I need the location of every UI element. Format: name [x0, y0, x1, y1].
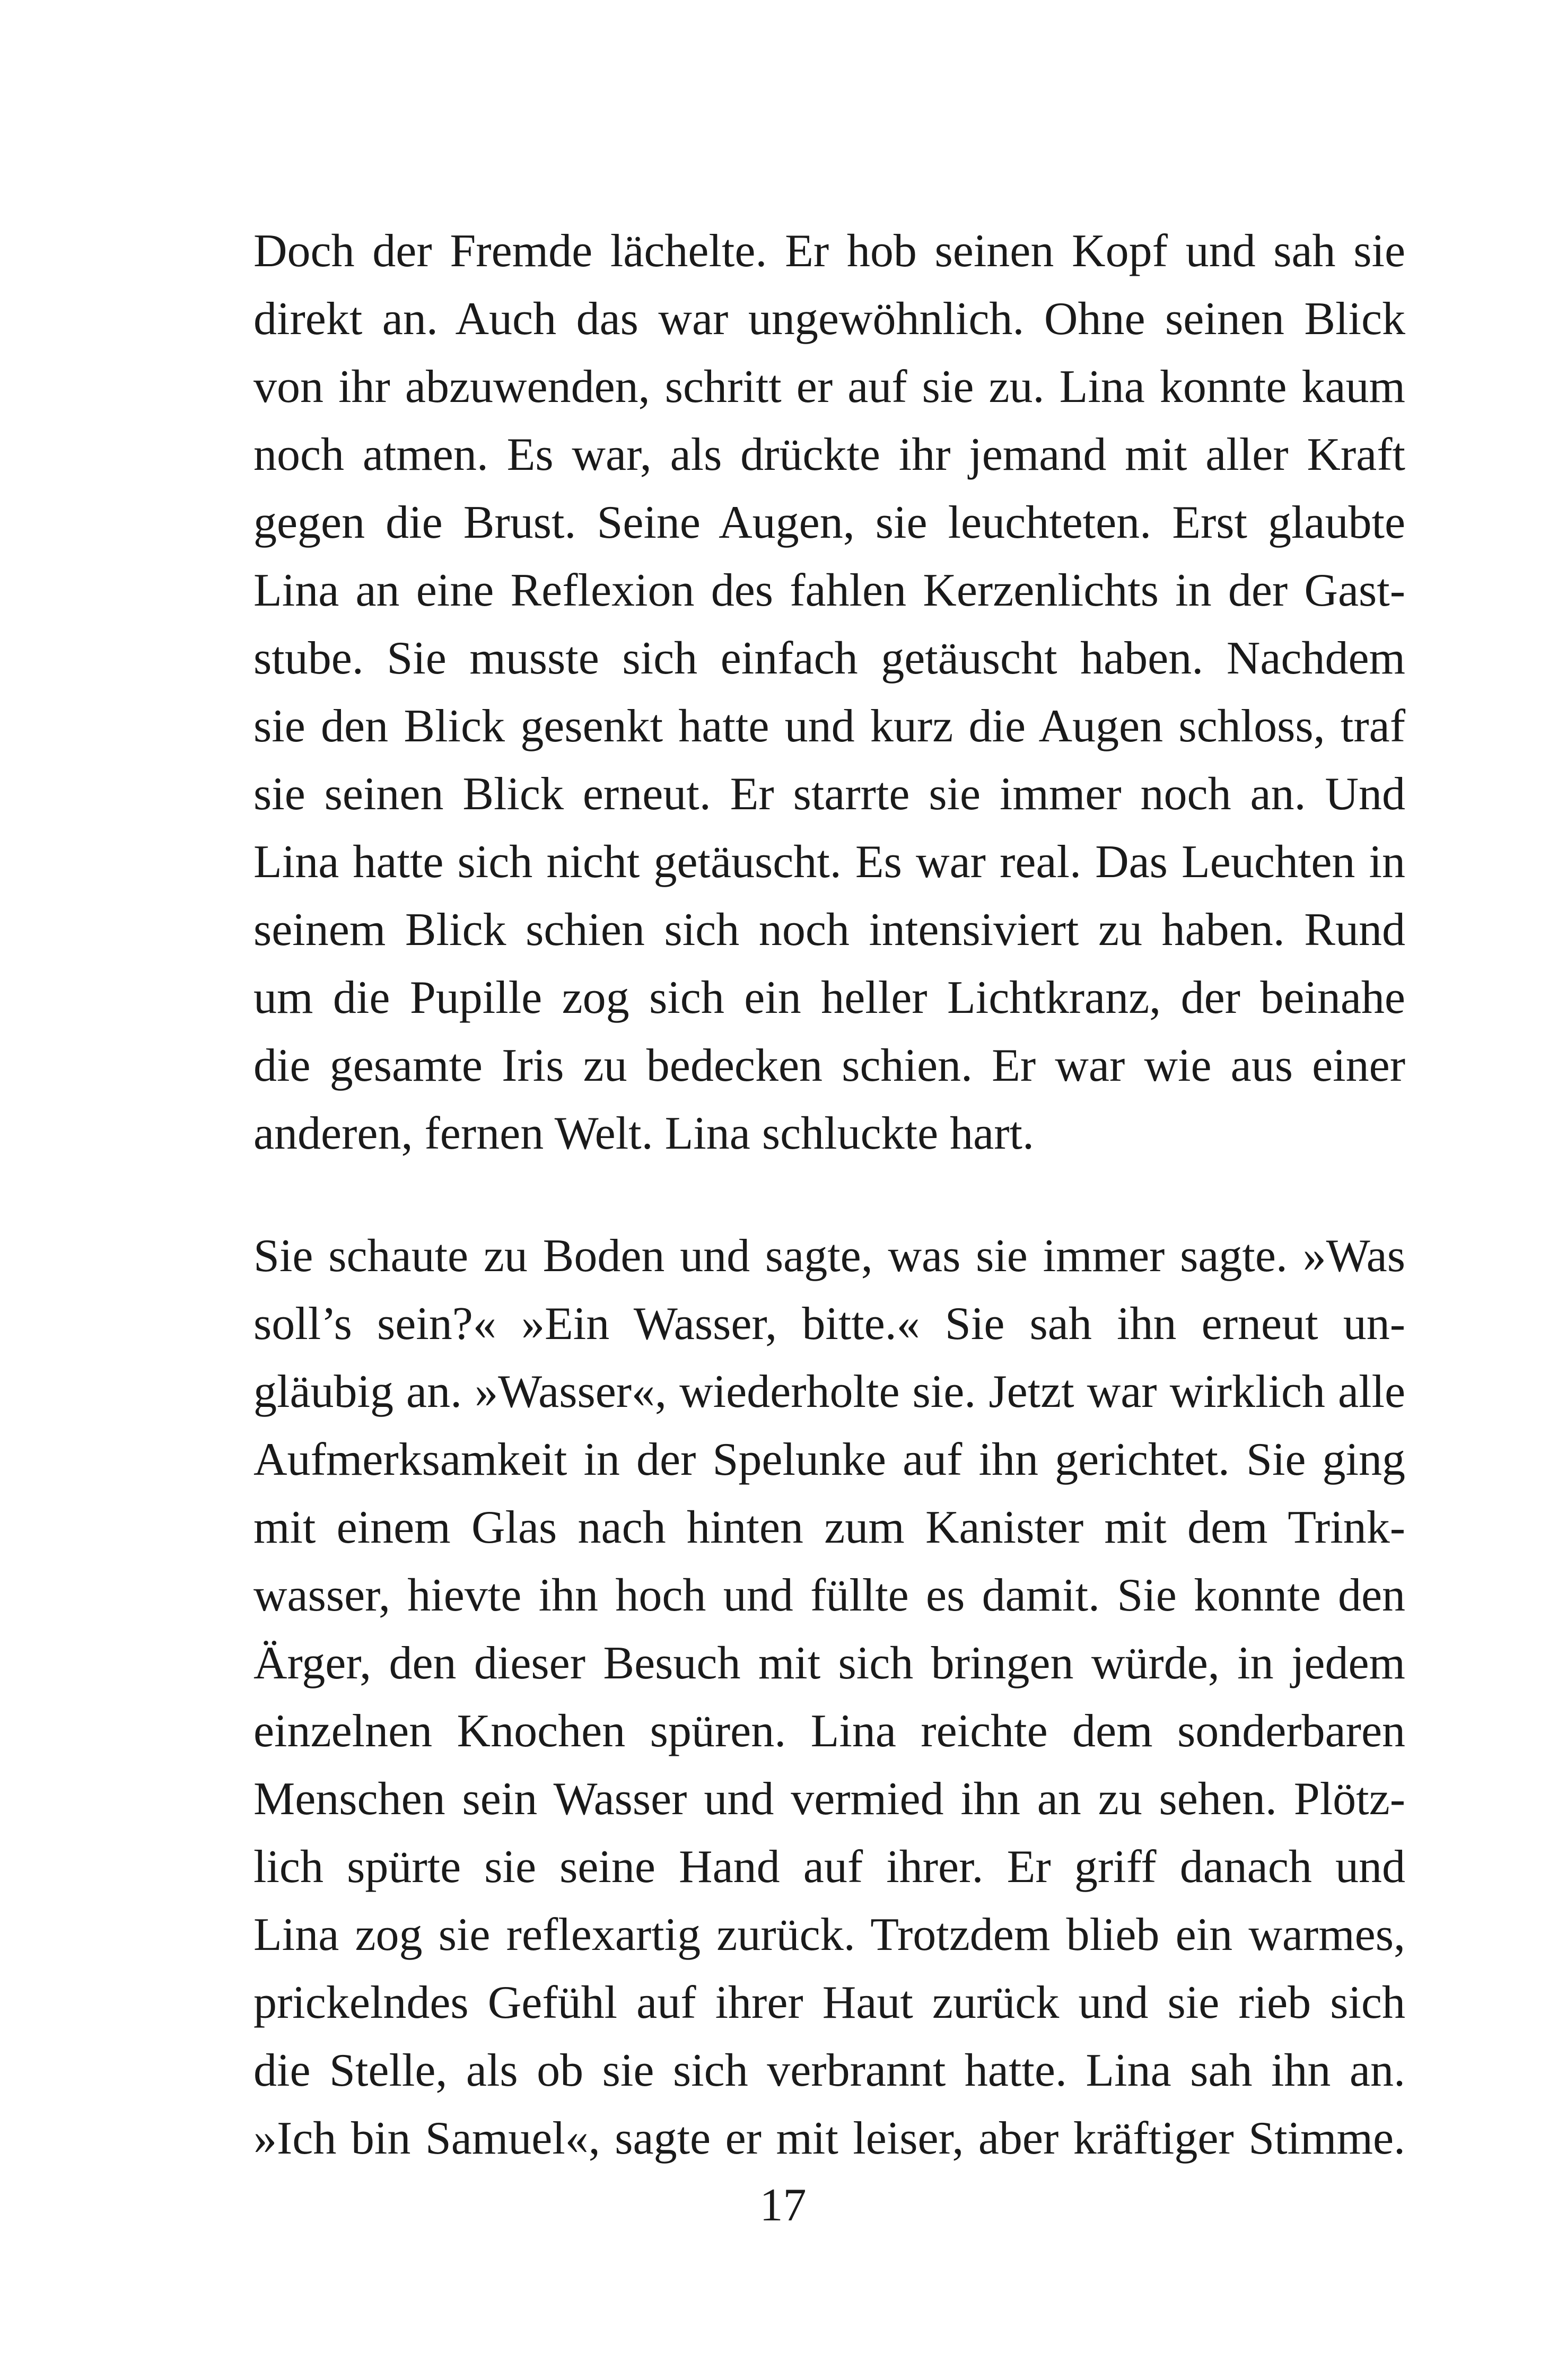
text-line: soll’s sein?« »Ein Wasser, bitte.« Sie sah ihn erneut un- — [253, 1298, 1405, 1350]
text-line: Menschen sein Wasser und vermied ihn an zu sehen. Plötz- — [253, 1773, 1405, 1825]
text-line: Doch der Fremde lächelte. Er hob seinen Kopf und sah sie — [253, 225, 1405, 277]
text-line: prickelndes Gefühl auf ihrer Haut zurück und sie rieb sich — [253, 1977, 1405, 2028]
text-line: sie seinen Blick erneut. Er starrte sie immer noch an. Und — [253, 768, 1405, 820]
text-line: Lina hatte sich nicht getäuscht. Es war real. Das Leuchten in — [253, 836, 1405, 888]
text-line: »Ich bin Samuel«, sagte er mit leiser, aber kräftiger Stimme. — [253, 2113, 1405, 2164]
text-line: die gesamte Iris zu bedecken schien. Er war wie aus einer — [253, 1040, 1405, 1091]
text-line: wasser, hievte ihn hoch und füllte es damit. Sie konnte den — [253, 1570, 1405, 1621]
text-line: gegen die Brust. Seine Augen, sie leuchteten. Erst glaubte — [253, 497, 1405, 548]
paragraph-1 — [253, 217, 1405, 1168]
text-line: Aufmerksamkeit in der Spelunke auf ihn gerichtet. Sie ging — [253, 1434, 1405, 1485]
text-line: seinem Blick schien sich noch intensiviert zu haben. Rund — [253, 904, 1405, 956]
text-line: gläubig an. »Wasser«, wiederholte sie. Jetzt war wirklich alle — [253, 1366, 1405, 1418]
paragraph-2 — [253, 1222, 1405, 2173]
text-line: Lina zog sie reflexartig zurück. Trotzdem blieb ein warmes, — [253, 1909, 1405, 1961]
text-line: mit einem Glas nach hinten zum Kanister mit dem Trink- — [253, 1502, 1405, 1553]
text-line: Lina an eine Reflexion des fahlen Kerzenlichts in der Gast- — [253, 565, 1405, 616]
text-line: Sie schaute zu Boden und sagte, was sie immer sagte. »Was — [253, 1230, 1405, 1282]
text-line: anderen, fernen Welt. Lina schluckte hart. — [253, 1108, 1034, 1159]
text-line: die Stelle, als ob sie sich verbrannt hatte. Lina sah ihn an. — [253, 2045, 1405, 2096]
text-line: direkt an. Auch das war ungewöhnlich. Ohne seinen Blick — [253, 293, 1405, 345]
text-line: lich spürte sie seine Hand auf ihrer. Er griff danach und — [253, 1841, 1405, 1893]
text-line: sie den Blick gesenkt hatte und kurz die Augen schloss, traf — [253, 701, 1405, 752]
text-line: Ärger, den dieser Besuch mit sich bringen würde, in jedem — [253, 1638, 1405, 1689]
text-line: noch atmen. Es war, als drückte ihr jemand mit aller Kraft — [253, 429, 1405, 480]
text-line: um die Pupille zog sich ein heller Lichtkranz, der beinahe — [253, 972, 1405, 1023]
page-number: 17 — [759, 2180, 807, 2231]
text-line: einzelnen Knochen spüren. Lina reichte dem sonderbaren — [253, 1705, 1405, 1757]
text-line: von ihr abzuwenden, schritt er auf sie zu. Lina konnte kaum — [253, 361, 1405, 413]
text-line: stube. Sie musste sich einfach getäuscht haben. Nachdem — [253, 633, 1405, 684]
